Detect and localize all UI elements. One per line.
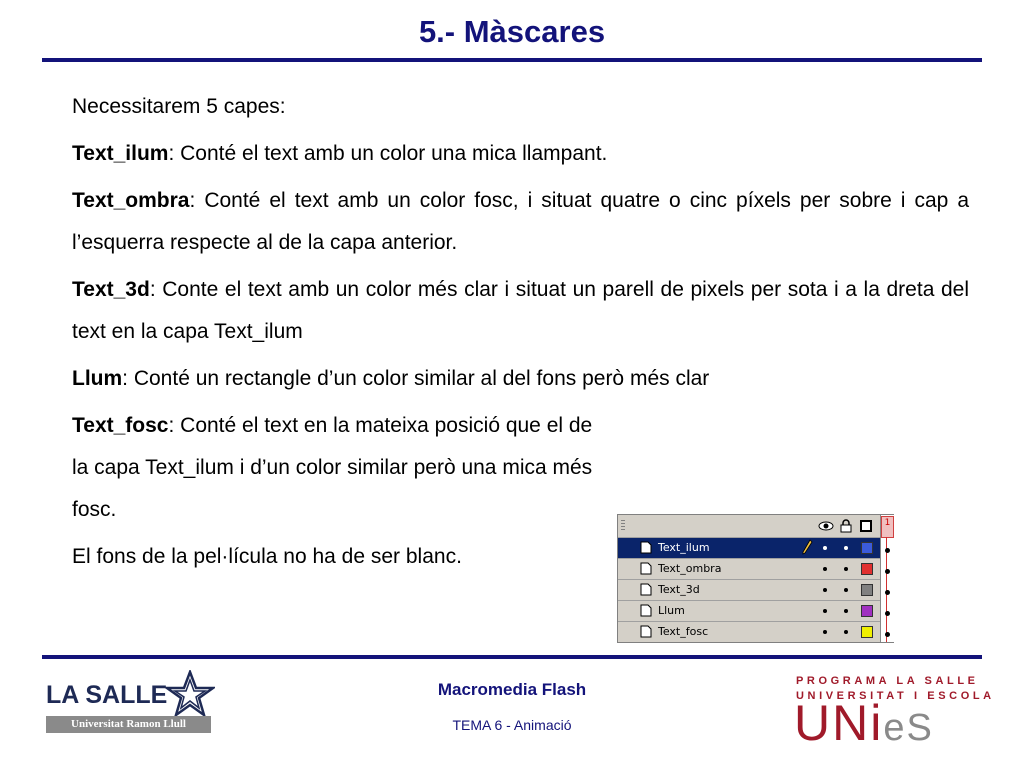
eye-icon[interactable] bbox=[818, 518, 834, 534]
keyframe[interactable] bbox=[881, 580, 894, 600]
body-text bbox=[72, 86, 969, 583]
intro-paragraph: Necessitarem 5 capes: bbox=[72, 95, 286, 118]
bottom-divider bbox=[42, 655, 982, 659]
term-desc: : Conte el text amb un color més clar i situat un parell de pixels per sota i a la dreta del text en la capa Text_ilum bbox=[72, 278, 969, 343]
term-label: Text_ilum bbox=[72, 142, 169, 165]
layer-name: Llum bbox=[658, 604, 685, 617]
keyframe[interactable] bbox=[881, 538, 894, 558]
footer-title: Macromedia Flash bbox=[437, 680, 587, 699]
layer-icon bbox=[640, 541, 652, 554]
term-label: Text_3d bbox=[72, 278, 150, 301]
keyframe[interactable] bbox=[881, 601, 894, 621]
lock-dot[interactable] bbox=[844, 567, 848, 571]
layer-row-text-fosc[interactable] bbox=[618, 622, 880, 642]
layer-row-llum[interactable] bbox=[618, 601, 880, 622]
la-salle-logo-text: LA SALLE bbox=[46, 681, 168, 709]
layer-name: Text_ilum bbox=[658, 541, 710, 554]
outline-color-swatch[interactable] bbox=[861, 542, 873, 554]
visibility-dot[interactable] bbox=[823, 630, 827, 634]
item-text-fosc bbox=[72, 405, 602, 531]
lock-dot[interactable] bbox=[844, 588, 848, 592]
term-label: Text_ombra bbox=[72, 189, 190, 212]
la-salle-logo-subtitle: Universitat Ramon Llull bbox=[46, 716, 211, 733]
item-text-ombra bbox=[72, 180, 969, 264]
layer-name: Text_fosc bbox=[658, 625, 709, 638]
unies-logo-part: UN bbox=[794, 695, 871, 751]
lock-icon[interactable] bbox=[838, 518, 854, 534]
layer-row-text-ombra[interactable] bbox=[618, 559, 880, 580]
outline-icon[interactable] bbox=[858, 518, 874, 534]
frames-column[interactable] bbox=[880, 515, 894, 642]
term-desc: : Conté un rectangle d’un color similar al del fons però més clar bbox=[122, 367, 710, 390]
layer-icon bbox=[640, 583, 652, 596]
item-text-ilum bbox=[72, 133, 969, 175]
footer-subtitle: TEMA 6 - Animació bbox=[452, 717, 572, 733]
outline-color-swatch[interactable] bbox=[861, 605, 873, 617]
layer-icon bbox=[640, 625, 652, 638]
lock-dot[interactable] bbox=[844, 630, 848, 634]
outline-color-swatch[interactable] bbox=[861, 563, 873, 575]
frame-number[interactable]: 1 bbox=[881, 516, 894, 538]
top-divider bbox=[42, 58, 982, 62]
term-label: Llum bbox=[72, 367, 123, 390]
program-logo-line1: PROGRAMA LA SALLE bbox=[796, 675, 979, 687]
unies-logo-part: S bbox=[906, 707, 934, 749]
lock-dot[interactable] bbox=[844, 546, 848, 550]
lock-dot[interactable] bbox=[844, 609, 848, 613]
visibility-dot[interactable] bbox=[823, 567, 827, 571]
timeline-panel[interactable] bbox=[617, 514, 894, 643]
outline-color-swatch[interactable] bbox=[861, 584, 873, 596]
closing-paragraph: El fons de la pel·lícula no ha de ser blanc. bbox=[72, 545, 462, 568]
visibility-dot[interactable] bbox=[823, 588, 827, 592]
visibility-dot[interactable] bbox=[823, 609, 827, 613]
keyframe[interactable] bbox=[881, 622, 894, 642]
layer-icon bbox=[640, 562, 652, 575]
layer-name: Text_ombra bbox=[658, 562, 722, 575]
visibility-dot[interactable] bbox=[823, 546, 827, 550]
page-title: 5.- Màscares bbox=[418, 14, 606, 49]
layer-row-text-3d[interactable] bbox=[618, 580, 880, 601]
term-desc: : Conté el text amb un color una mica llampant. bbox=[168, 142, 608, 165]
layer-name: Text_3d bbox=[658, 583, 700, 596]
layer-icon bbox=[640, 604, 652, 617]
outline-color-swatch[interactable] bbox=[861, 626, 873, 638]
item-llum bbox=[72, 358, 969, 400]
term-desc: : Conté el text en la mateixa posició que el de la capa Text_ilum i d’un color similar però una mica més fosc. bbox=[72, 414, 593, 521]
item-text-3d bbox=[72, 269, 969, 353]
unies-logo-part: i bbox=[870, 695, 884, 751]
grip-icon[interactable] bbox=[621, 520, 625, 532]
unies-logo-part: e bbox=[883, 707, 907, 749]
timeline-header bbox=[618, 515, 880, 538]
keyframe[interactable] bbox=[881, 559, 894, 579]
term-label: Text_fosc bbox=[72, 414, 169, 437]
unies-logo bbox=[794, 694, 934, 752]
term-desc: : Conté el text amb un color fosc, i situat quatre o cinc píxels per sobre i cap a l’esquerra respecte al de la capa anterior. bbox=[72, 189, 969, 254]
program-logo-line2: UNIVERSITAT I ESCOLA bbox=[796, 690, 995, 702]
pencil-icon bbox=[801, 539, 813, 555]
layer-row-text-ilum[interactable] bbox=[618, 538, 880, 559]
